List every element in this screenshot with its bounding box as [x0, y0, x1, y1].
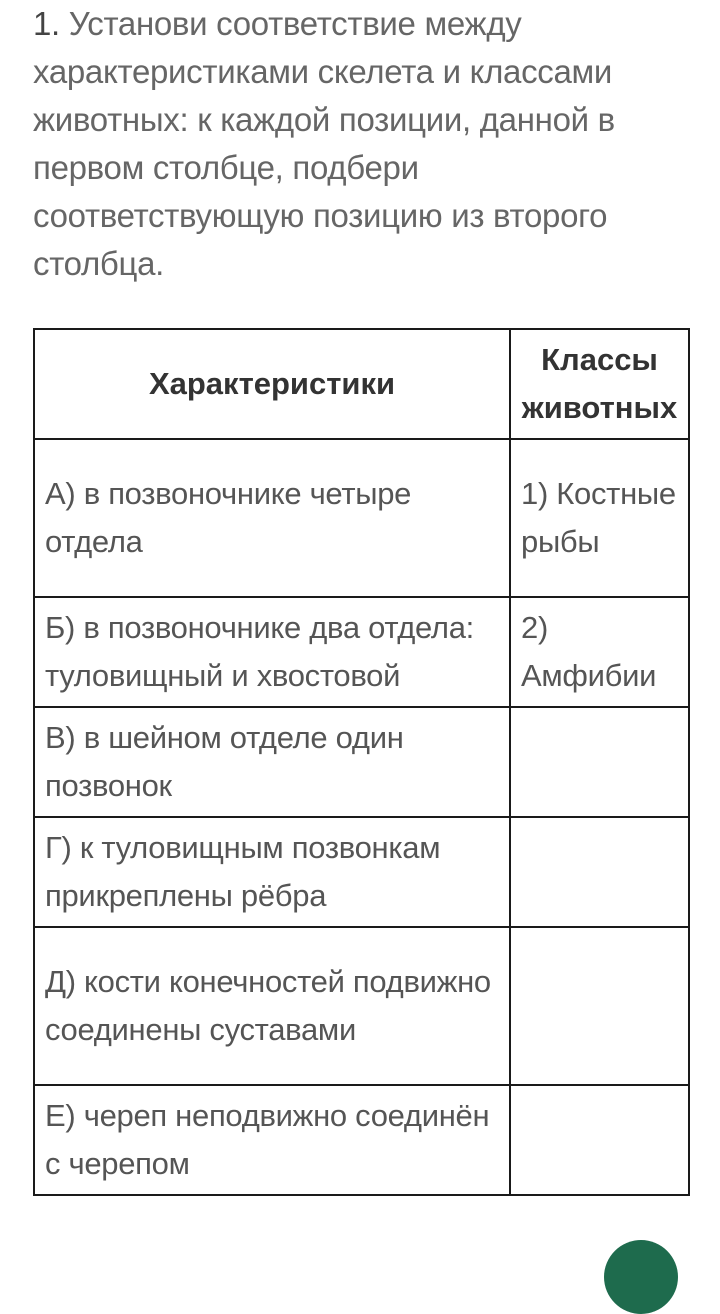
table-row: [34, 597, 689, 707]
floating-action-button[interactable]: [604, 1240, 678, 1314]
animal-class-cell: [510, 1085, 689, 1195]
characteristic-cell: А) в позвоночнике четыре отдела: [34, 439, 510, 597]
characteristic-cell: Б) в позвоночнике два отдела: туловищный и хвостовой: [34, 597, 510, 707]
table-row: [34, 707, 689, 817]
question-text: [33, 0, 693, 288]
matching-table: [33, 328, 690, 1196]
table-header-row: [34, 329, 689, 439]
animal-class-cell: 2) Амфибии: [510, 597, 689, 707]
table-row: [34, 439, 689, 597]
characteristic-cell: Е) череп неподвижно соединён с черепом: [34, 1085, 510, 1195]
table-row: [34, 817, 689, 927]
header-classes: Классы животных: [510, 329, 689, 439]
animal-class-cell: 1) Костные рыбы: [510, 439, 689, 597]
question-body: Установи соответствие между характеристиками скелета и классами животных: к каждой позиции, данной в первом столбце, подбери соответствующую позицию из второго столбца.: [33, 5, 615, 282]
animal-class-cell: [510, 817, 689, 927]
table-row: [34, 927, 689, 1085]
animal-class-cell: [510, 927, 689, 1085]
question-number: 1.: [33, 5, 60, 42]
table-row: [34, 1085, 689, 1195]
characteristic-cell: Д) кости конечностей подвижно соединены суставами: [34, 927, 510, 1085]
characteristic-cell: В) в шейном отделе один позвонок: [34, 707, 510, 817]
characteristic-cell: Г) к туловищным позвонкам прикреплены рёбра: [34, 817, 510, 927]
header-characteristics: Характеристики: [34, 329, 510, 439]
animal-class-cell: [510, 707, 689, 817]
